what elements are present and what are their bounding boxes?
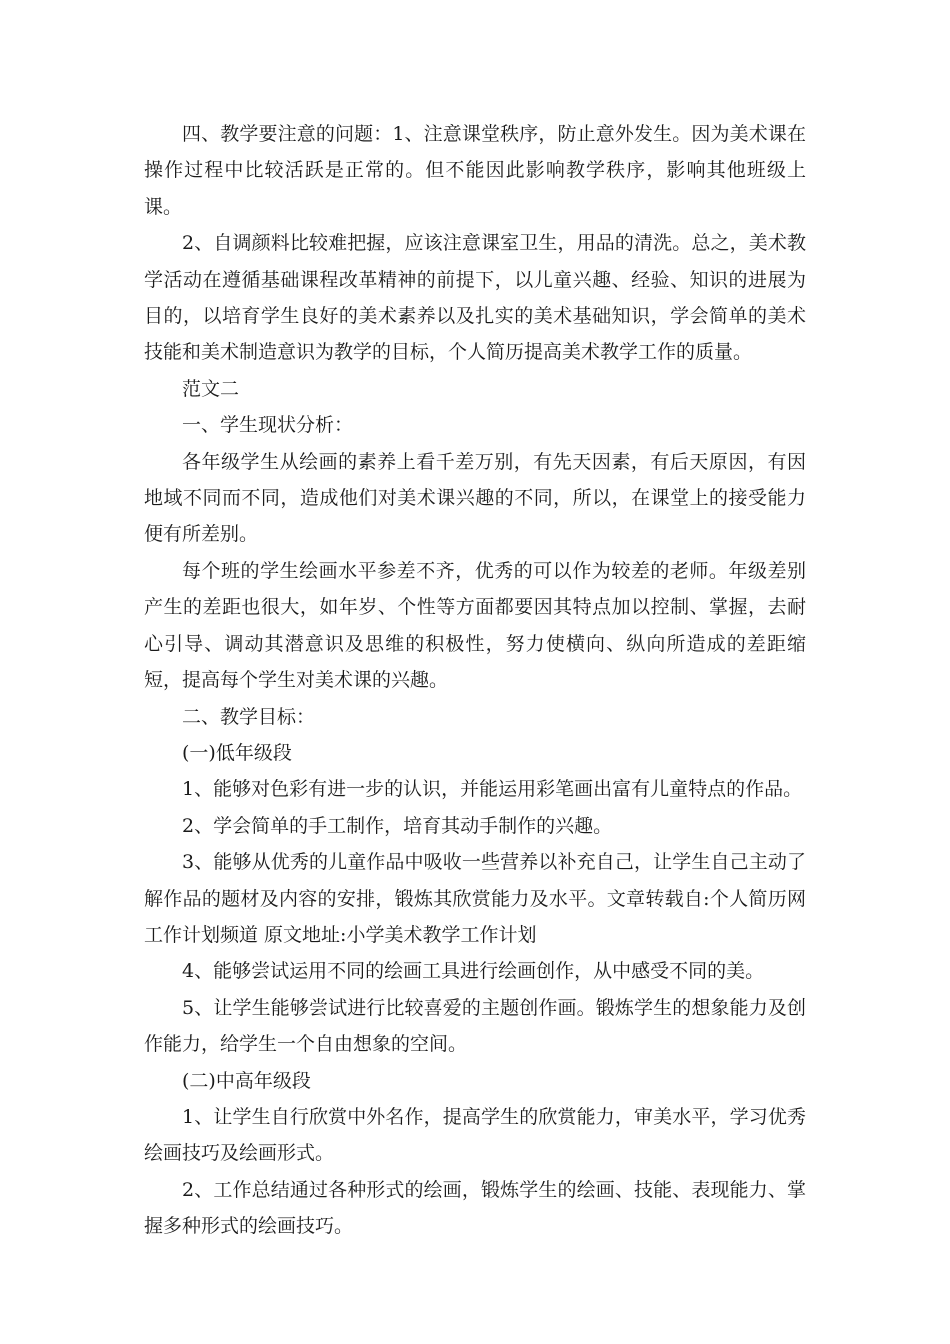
heading-sample-two: 范文二 — [182, 377, 240, 400]
list-item-lower-5: 5、让学生能够尝试进行比较喜爱的主题创作画。锻炼学生的想象能力及创作能力，给学生一个自由想象的空间。 — [144, 996, 806, 1056]
heading-teaching-goals: 二、教学目标： — [182, 705, 316, 728]
heading-upper-grades: (二)中高年级段 — [182, 1069, 311, 1092]
list-item-upper-2: 2、工作总结通过各种形式的绘画，锻炼学生的绘画、技能、表现能力、掌握多种形式的绘画技巧。 — [144, 1178, 806, 1238]
heading-student-analysis: 一、学生现状分析： — [182, 414, 354, 437]
list-item-lower-4: 4、能够尝试运用不同的绘画工具进行绘画创作，从中感受不同的美。 — [182, 960, 765, 983]
paragraph-paint-hygiene: 2、自调颜料比较难把握，应该注意课室卫生，用品的清洗。总之，美术教学活动在遵循基础课程改革精神的前提下，以儿童兴趣、经验、知识的进展为目的，以培育学生良好的美术素养以及扎实的美术基础知识，学会简单的美术技能和美术制造意识为教学的目标，个人简历提高美术教学工作的质量。 — [144, 232, 806, 364]
paragraph-student-differences: 各年级学生从绘画的素养上看千差万别，有先天因素，有后天原因，有因地域不同而不同，造成他们对美术课兴趣的不同，所以，在课堂上的接受能力便有所差别。 — [144, 450, 806, 546]
list-item-lower-2: 2、学会简单的手工制作，培育其动手制作的兴趣。 — [182, 814, 613, 837]
paragraph-teaching-notes: 四、教学要注意的问题：1、注意课堂秩序，防止意外发生。因为美术课在操作过程中比较活跃是正常的。但不能因此影响教学秩序，影响其他班级上课。 — [144, 123, 806, 218]
list-item-lower-1: 1、能够对色彩有进一步的认识，并能运用彩笔画出富有儿童特点的作品。 — [182, 778, 803, 801]
list-item-lower-3: 3、能够从优秀的儿童作品中吸收一些营养以补充自己，让学生自己主动了解作品的题材及内容的安排，锻炼其欣赏能力及水平。文章转载自:个人简历网 工作计划频道 原文地址:小学美术教学工作计划 — [144, 851, 806, 946]
document-body — [144, 116, 806, 1245]
heading-lower-grades: (一)低年级段 — [182, 741, 292, 764]
paragraph-class-levels: 每个班的学生绘画水平参差不齐，优秀的可以作为较差的老师。年级差别产生的差距也很大，如年岁、个性等方面都要因其特点加以控制、掌握，去耐心引导、调动其潜意识及思维的积极性，努力使横向、纵向所造成的差距缩短，提高每个学生对美术课的兴趣。 — [144, 559, 806, 692]
list-item-upper-1: 1、让学生自行欣赏中外名作，提高学生的欣赏能力，审美水平，学习优秀绘画技巧及绘画形式。 — [144, 1105, 806, 1165]
